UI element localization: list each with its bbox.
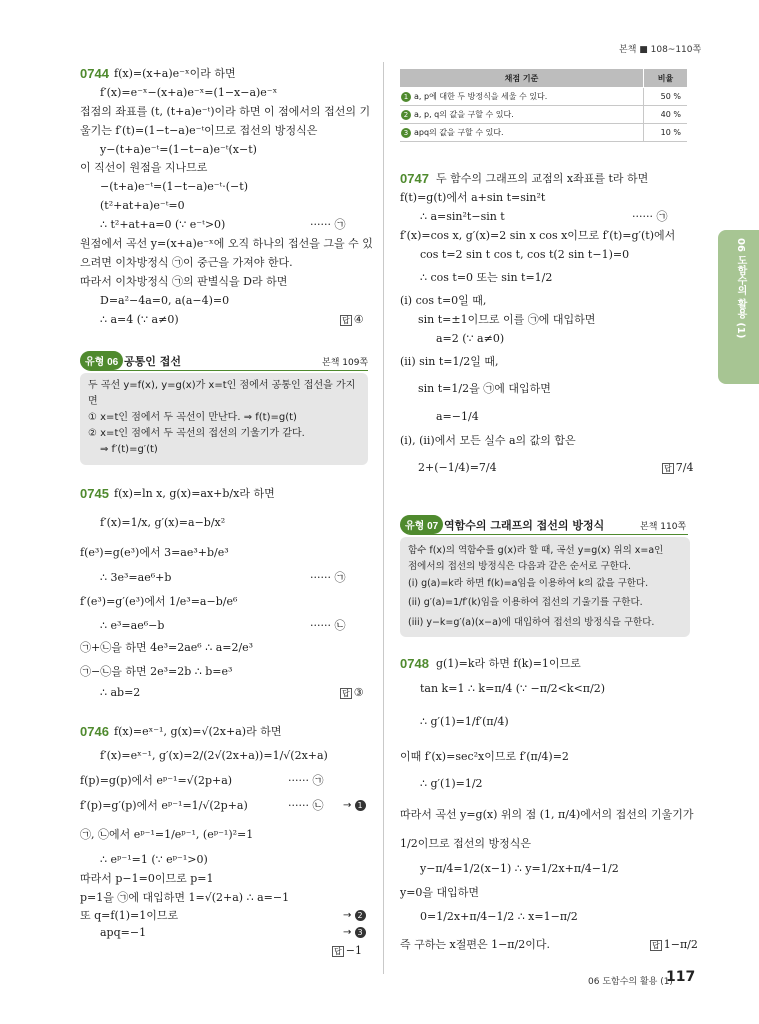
p0748-line: ∴ g′(1)=1/f′(π/4) — [420, 715, 509, 728]
p0746-line: ∴ eᵖ⁻¹=1 (∵ eᵖ⁻¹>0) — [100, 853, 208, 866]
problem-number-0748: 0748 — [400, 656, 429, 671]
p0744-line: −(t+a)e⁻ᵗ=(1−t−a)e⁻ᵗ·(−t) — [100, 180, 248, 193]
p0746-line: f(x)=eˣ⁻¹, g(x)=√(2x+a)라 하면 — [114, 725, 282, 738]
type06-line: 두 곡선 y=f(x), y=g(x)가 x=t인 점에서 공통인 접선을 가지 — [88, 380, 356, 391]
type07-pill: 유형 07 — [400, 515, 443, 534]
p0744-line: 따라서 이차방정식 ㉠의 판별식을 D라 하면 — [80, 275, 288, 288]
equation-mark: ······ ㉡ — [310, 619, 346, 632]
p0748-line: tan k=1 ∴ k=π/4 (∵ −π/2<k<π/2) — [420, 682, 606, 695]
p0744-line: 접점의 좌표를 (t, (t+a)e⁻ᵗ)이라 하면 이 점에서의 접선의 기 — [80, 105, 371, 118]
step-2-icon: 2 — [401, 110, 411, 120]
rubric-row: 2 a, p, q의 값을 구할 수 있다. 40 % — [400, 106, 687, 124]
grading-rubric-table — [400, 69, 687, 142]
p0745-line: ∴ 3e³=ae⁶+b — [100, 571, 172, 584]
problem-number-0747: 0747 — [400, 171, 429, 186]
type07-line: (iii) y−k=g′(a)(x−a)에 대입하여 접선의 방정식을 구한다. — [408, 617, 655, 628]
footer-chapter: 06 도함수의 활용 (1) — [588, 977, 673, 987]
type06-line: ⇒ f′(t)=g′(t) — [100, 444, 158, 455]
type07-title: 역함수의 그래프의 접선의 방정식 — [444, 519, 605, 532]
rubric-header-ratio: 비율 — [644, 69, 688, 88]
p0744-line: ∴ t²+at+a=0 (∵ e⁻ᵗ>0) — [100, 218, 226, 231]
p0747-line: 두 함수의 그래프의 교점의 x좌표를 t라 하면 — [436, 172, 649, 185]
equation-mark: ······ ㉠ — [310, 218, 346, 231]
type07-line: 함수 f(x)의 역함수를 g(x)라 할 때, 곡선 y=g(x) 위의 x=a인 — [408, 545, 664, 556]
rubric-row: 1 a, p에 대한 두 방정식을 세울 수 있다. 50 % — [400, 88, 687, 106]
step-1-icon: 1 — [401, 92, 411, 102]
p0747-line: (i), (ii)에서 모든 실수 a의 값의 합은 — [400, 434, 576, 447]
type06-line: 면 — [88, 396, 98, 407]
equation-mark: ······ ㉠ — [632, 210, 668, 223]
p0744-line: D=a²−4a=0, a(a−4)=0 — [100, 294, 230, 307]
p0746-line: p=1을 ㉠에 대입하면 1=√(2+a) ∴ a=−1 — [80, 891, 290, 904]
p0748-line: 1/2이므로 접선의 방정식은 — [400, 837, 531, 850]
p0745-line: ㉠+㉡을 하면 4e³=2ae⁶ ∴ a=2/e³ — [80, 641, 254, 654]
p0744-line: y−(t+a)e⁻ᵗ=(1−t−a)e⁻ᵗ(x−t) — [100, 143, 257, 156]
answer-icon: 답 — [334, 946, 342, 956]
p0747-line: f′(x)=cos x, g′(x)=2 sin x cos x이므로 f′(t)=g′(t)에서 — [400, 229, 676, 242]
problem-number-0746: 0746 — [80, 724, 109, 739]
p0748-line: ∴ g′(1)=1/2 — [420, 777, 483, 790]
answer-icon: 답 — [342, 315, 350, 325]
problem-number-0745: 0745 — [80, 486, 109, 501]
p0747-line: (ii) sin t=1/2일 때, — [400, 355, 499, 368]
type06-pill: 유형 06 — [80, 351, 123, 370]
p0744-line: ∴ a=4 (∵ a≠0) — [100, 313, 179, 326]
answer-0745: 답 ③ — [342, 686, 364, 699]
step-marker-1: → 1 — [343, 799, 366, 813]
p0747-line: a=2 (∵ a≠0) — [436, 332, 505, 345]
p0747-line: 2+(−1/4)=7/4 — [418, 461, 497, 474]
rubric-row: 3 apq의 값을 구할 수 있다. 10 % — [400, 124, 687, 142]
p0747-line: a=−1/4 — [436, 410, 479, 423]
type07-line: (ii) g′(a)=1/f′(k)임을 이용하여 접선의 기울기를 구한다. — [408, 597, 643, 608]
p0745-line: ∴ ab=2 — [100, 686, 141, 699]
rubric-header-criteria: 채점 기준 — [400, 69, 644, 88]
step-3-icon: 3 — [401, 128, 411, 138]
p0748-line: y=0을 대입하면 — [400, 886, 480, 899]
p0746-line: f′(p)=g′(p)에서 eᵖ⁻¹=1/√(2p+a) — [80, 799, 248, 812]
equation-mark: ······ ㉠ — [310, 571, 346, 584]
p0745-line: f(e³)=g(e³)에서 3=ae³+b/e³ — [80, 546, 229, 559]
answer-icon: 답 — [664, 463, 672, 473]
type06-title: 공통인 접선 — [124, 355, 181, 368]
type07-line: (i) g(a)=k라 하면 f(k)=a임을 이용하여 k의 값을 구한다. — [408, 578, 649, 589]
p0744-line: 울기는 f′(t)=(1−t−a)e⁻ᵗ이므로 접선의 방정식은 — [80, 124, 318, 137]
page-ref: 본책 ■ 108~110쪽 — [619, 45, 702, 55]
p0746-line: f(p)=g(p)에서 eᵖ⁻¹=√(2p+a) — [80, 774, 233, 787]
type07-ref: 본책 110쪽 — [640, 522, 687, 532]
problem-number-0744: 0744 — [80, 66, 109, 81]
p0747-line: sin t=±1이므로 이를 ㉠에 대입하면 — [418, 313, 596, 326]
p0748-line: g(1)=k라 하면 f(k)=1이므로 — [436, 657, 581, 670]
step-marker-3: → 3 — [343, 926, 366, 940]
type06-line: ② x=t인 점에서 두 곡선의 접선의 기울기가 같다. — [88, 428, 305, 439]
type06-line: ① x=t인 점에서 두 곡선이 만난다. ⇒ f(t)=g(t) — [88, 412, 297, 423]
p0746-line: ㉠, ㉡에서 eᵖ⁻¹=1/eᵖ⁻¹, (eᵖ⁻¹)²=1 — [80, 828, 254, 841]
column-divider — [383, 62, 384, 974]
answer-0744: 답 ④ — [342, 313, 364, 326]
p0746-line: f′(x)=eˣ⁻¹, g′(x)=2/(2√(2x+a))=1/√(2x+a) — [100, 749, 328, 762]
p0744-line: 원점에서 곡선 y=(x+a)e⁻ˣ에 오직 하나의 접선을 그을 수 있 — [80, 237, 373, 250]
p0744-line: 이 직선이 원점을 지나므로 — [80, 161, 208, 174]
p0745-line: f(x)=ln x, g(x)=ax+b/x라 하면 — [114, 487, 275, 500]
p0748-line: 이때 f′(x)=sec²x이므로 f′(π/4)=2 — [400, 750, 569, 763]
p0747-line: sin t=1/2을 ㉠에 대입하면 — [418, 382, 551, 395]
p0748-line: 따라서 곡선 y=g(x) 위의 점 (1, π/4)에서의 접선의 기울기가 — [400, 808, 694, 821]
p0745-line: f′(x)=1/x, g′(x)=a−b/x² — [100, 516, 226, 529]
type06-ref: 본책 109쪽 — [322, 358, 369, 368]
answer-icon: 답 — [652, 940, 660, 950]
p0746-line: 따라서 p−1=0이므로 p=1 — [80, 872, 214, 885]
p0748-line: 0=1/2x+π/4−1/2 ∴ x=1−π/2 — [420, 910, 578, 923]
answer-0746: 답 −1 — [334, 944, 362, 957]
answer-0747: 답 7/4 — [664, 461, 694, 474]
p0744-line: (t²+at+a)e⁻ᵗ=0 — [100, 199, 185, 212]
p0747-line: ∴ cos t=0 또는 sin t=1/2 — [420, 271, 553, 284]
equation-mark: ······ ㉠ — [288, 774, 324, 787]
type07-line: 점에서의 접선의 방정식은 다음과 같은 순서로 구한다. — [408, 561, 632, 572]
p0748-line: y−π/4=1/2(x−1) ∴ y=1/2x+π/4−1/2 — [420, 862, 619, 875]
answer-0748: 답 1−π/2 — [652, 938, 698, 951]
p0745-line: ∴ e³=ae⁶−b — [100, 619, 165, 632]
chapter-side-tab-label: 06 도함수의 활용 (1) — [735, 238, 746, 339]
p0744-line: f(x)=(x+a)e⁻ˣ이라 하면 — [114, 67, 236, 80]
p0744-line: 으려면 이차방정식 ㉠이 중근을 가져야 한다. — [80, 256, 293, 269]
equation-mark: ······ ㉡ — [288, 799, 324, 812]
p0747-line: f(t)=g(t)에서 a+sin t=sin²t — [400, 191, 546, 204]
p0745-line: ㉠−㉡을 하면 2e³=2b ∴ b=e³ — [80, 665, 233, 678]
p0746-line: 또 q=f(1)=1이므로 — [80, 909, 179, 922]
p0744-line: f′(x)=e⁻ˣ−(x+a)e⁻ˣ=(1−x−a)e⁻ˣ — [100, 86, 278, 99]
p0747-line: (i) cos t=0일 때, — [400, 294, 487, 307]
p0746-line: apq=−1 — [100, 926, 147, 939]
p0748-line: 즉 구하는 x절편은 1−π/2이다. — [400, 938, 550, 951]
p0745-line: f′(e³)=g′(e³)에서 1/e³=a−b/e⁶ — [80, 595, 238, 608]
p0747-line: ∴ a=sin²t−sin t — [420, 210, 505, 223]
p0747-line: cos t=2 sin t cos t, cos t(2 sin t−1)=0 — [420, 248, 630, 261]
answer-icon: 답 — [342, 688, 350, 698]
page-number: 117 — [666, 969, 696, 985]
step-marker-2: → 2 — [343, 909, 366, 923]
